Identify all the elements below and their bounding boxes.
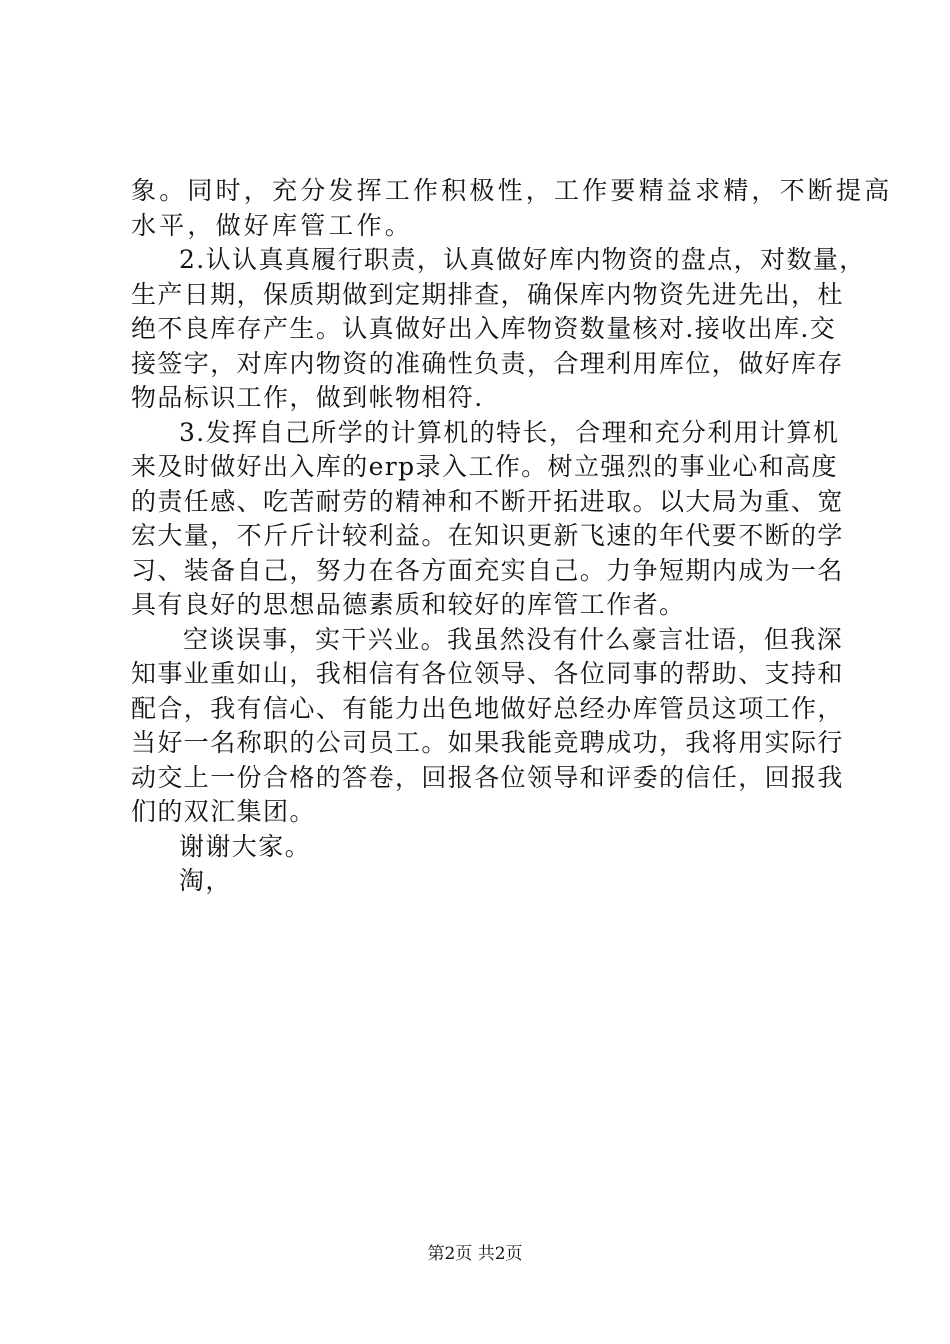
- body-line: 空谈误事，实干兴业。我虽然没有什么豪言壮语，但我深: [183, 624, 844, 654]
- body-line: 具有良好的思想品德素质和较好的库管工作者。: [131, 590, 686, 619]
- body-line: 3.发挥自己所学的计算机的特长，合理和充分利用计算机: [179, 417, 840, 447]
- body-line: 宏大量，不斤斤计较利益。在知识更新飞速的年代要不断的学: [131, 521, 844, 550]
- body-line: 们的双汇集团。: [131, 797, 316, 826]
- body-line: 当好一名称职的公司员工。如果我能竞聘成功，我将用实际行: [131, 728, 844, 757]
- body-line: 谢谢大家。: [179, 831, 312, 861]
- body-line: 物品标识工作，做到帐物相符.: [131, 383, 484, 412]
- body-line: 习、装备自己，努力在各方面充实自己。力争短期内成为一名: [131, 555, 844, 585]
- page-number-footer: 第2页 共2页: [427, 1244, 523, 1264]
- body-line: 知事业重如山，我相信有各位领导、各位同事的帮助、支持和: [131, 659, 844, 688]
- body-line: 2.认认真真履行职责，认真做好库内物资的盘点，对数量，: [179, 245, 866, 274]
- body-line: 水平，做好库管工作。: [131, 210, 414, 240]
- body-line: 的责任感、吃苦耐劳的精神和不断开拓进取。以大局为重、宽: [131, 486, 844, 516]
- body-line: 配合，我有信心、有能力出色地做好总经办库管员这项工作，: [131, 693, 844, 723]
- body-line: 动交上一份合格的答卷，回报各位领导和评委的信任，回报我: [131, 762, 844, 792]
- body-line: 接签字，对库内物资的准确性负责，合理利用库位，做好库存: [131, 348, 844, 378]
- document-body: [131, 174, 893, 899]
- body-line: 象。同时，充分发挥工作积极性，工作要精益求精，不断提高: [131, 176, 893, 205]
- body-line: 生产日期，保质期做到定期排查，确保库内物资先进先出，杜: [131, 279, 844, 309]
- body-line: 绝不良库存产生。认真做好出入库物资数量核对.接收出库.交: [131, 314, 837, 343]
- body-line: 淘，: [179, 866, 232, 895]
- body-line: 来及时做好出入库的erp录入工作。树立强烈的事业心和高度: [131, 452, 838, 481]
